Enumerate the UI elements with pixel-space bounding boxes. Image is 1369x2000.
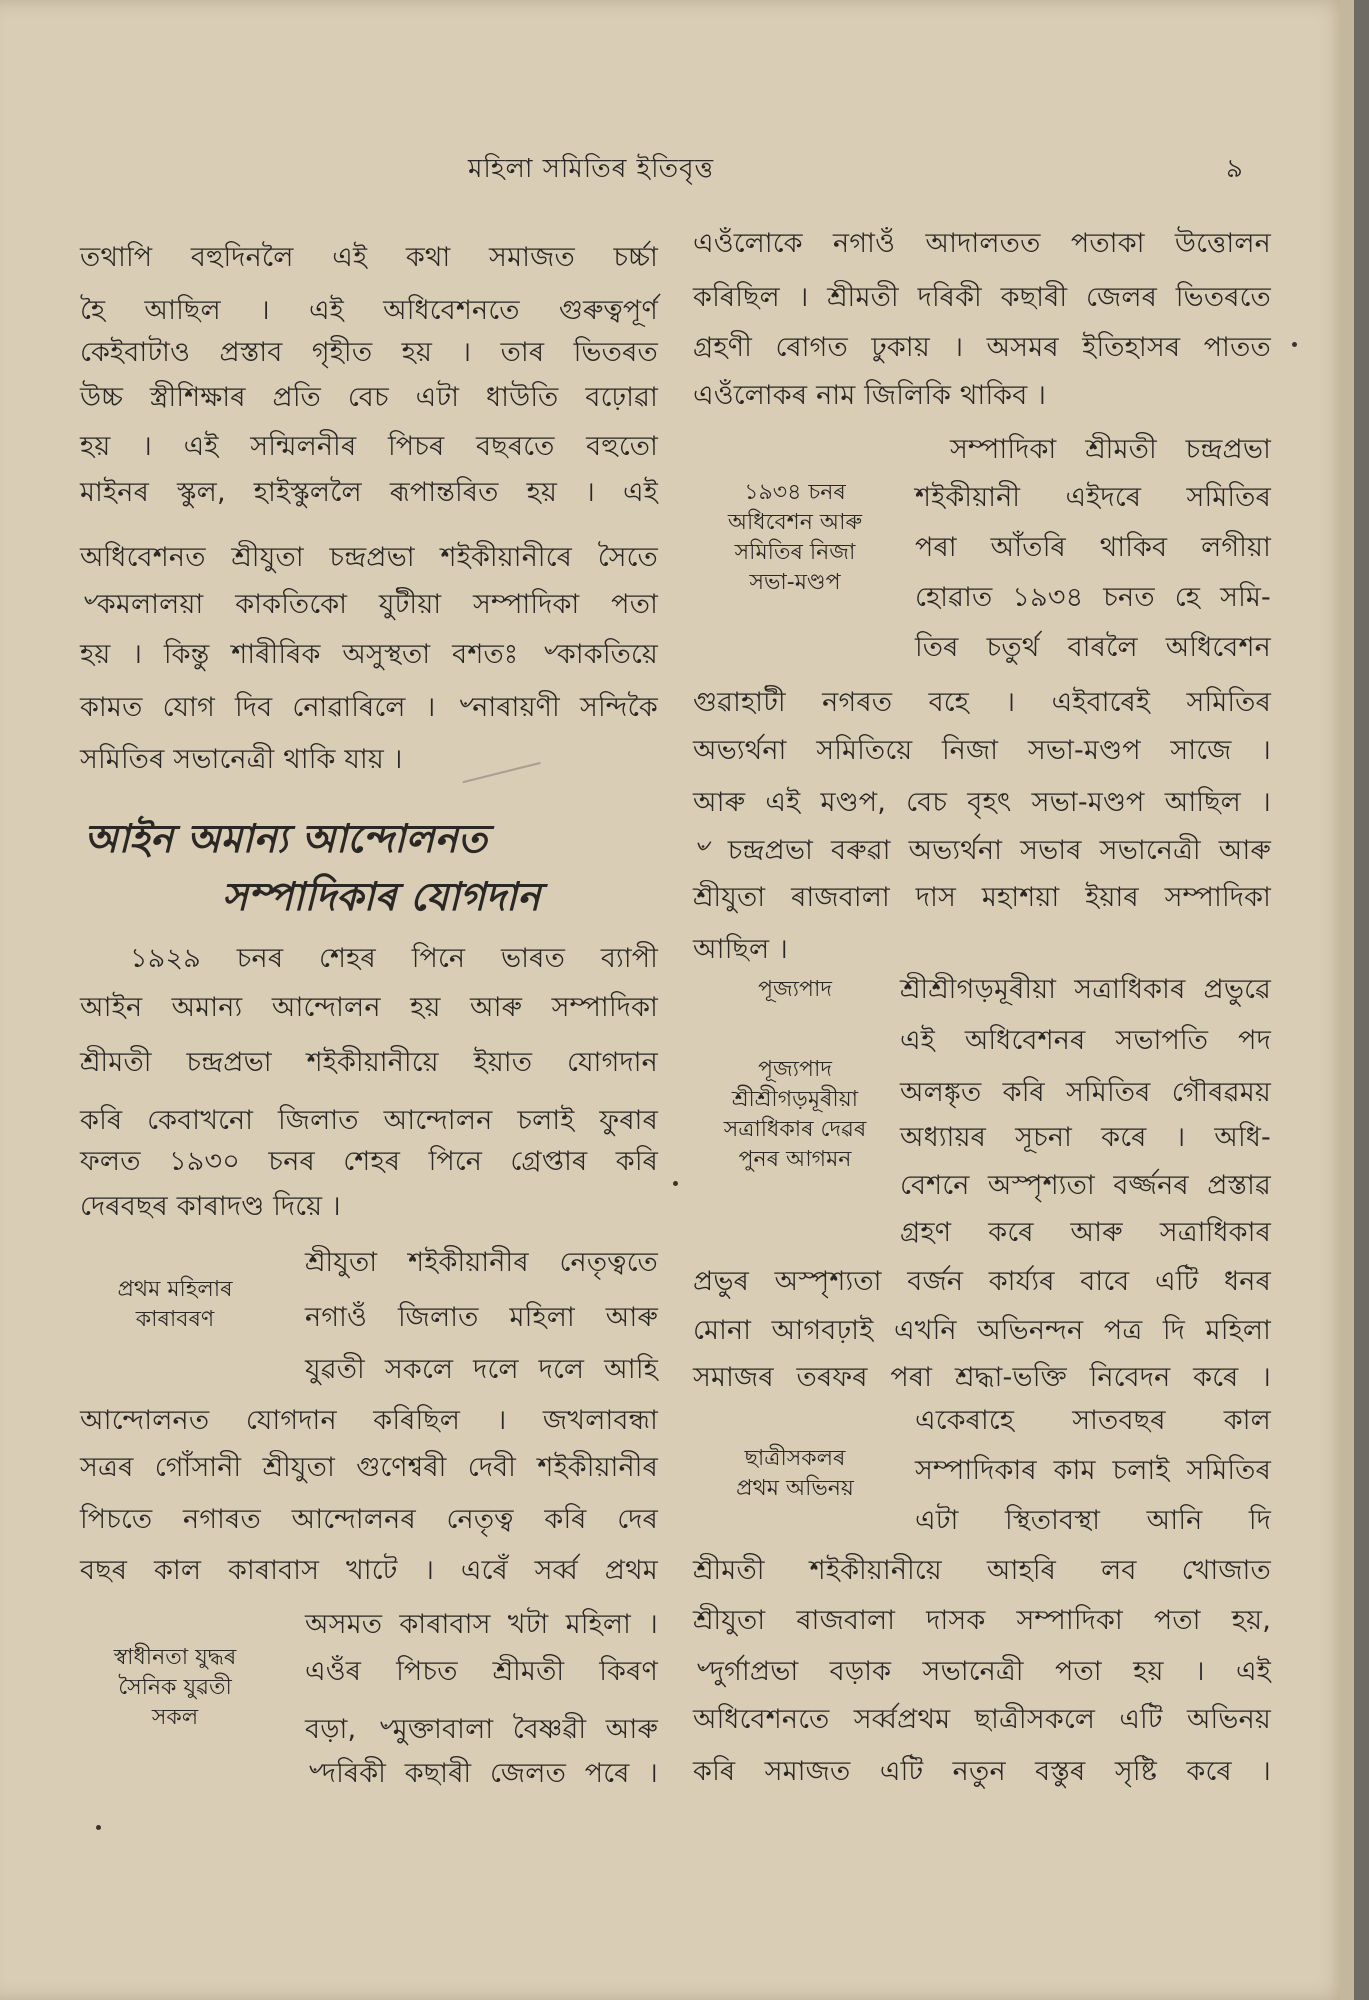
- text-line: নগাওঁ জিলাত মহিলা আৰু: [305, 1302, 658, 1333]
- text-line: বেশনে অস্পৃশ্যতা বৰ্জ্জনৰ প্ৰস্তাৱ: [900, 1170, 1271, 1201]
- margin-note: পূজ্যপাদ: [758, 977, 832, 1002]
- text-line: অভ্যৰ্থনা সমিতিয়ে নিজা সভা-মণ্ডপ সাজে ।: [693, 735, 1271, 766]
- text-line: শ্ৰীশ্ৰীগড়মূৰীয়া সত্ৰাধিকাৰ প্ৰভুৱে: [900, 974, 1271, 1005]
- margin-note-line: শ্ৰীশ্ৰীগড়মূৰীয়া: [731, 1087, 859, 1112]
- text-line: কৰিছিল । শ্ৰীমতী দৰিকী কছাৰী জেলৰ ভিতৰতে: [693, 282, 1271, 313]
- text-line: আছিল ।: [693, 934, 788, 965]
- text-line: গ্ৰহণী ৰোগত ঢুকায় । অসমৰ ইতিহাসৰ পাতত: [693, 332, 1271, 363]
- text-line: সমাজৰ তৰফৰ পৰা শ্ৰদ্ধা-ভক্তি নিবেদন কৰে ।: [693, 1362, 1271, 1393]
- text-line: কামত যোগ দিব নোৱাৰিলে । ৺নাৰায়ণী সন্দিকৈ: [80, 692, 658, 723]
- text-line: তথাপি বহুদিনলৈ এই কথা সমাজত চৰ্চ্চা: [80, 242, 658, 273]
- text-line: শ্ৰীযুতা ৰাজবালা দাসক সম্পাদিকা পতা হয়,: [693, 1605, 1271, 1636]
- text-line: যুৱতী সকলে দলে দলে আহি: [305, 1354, 658, 1385]
- margin-note-line: সকল: [151, 1705, 199, 1730]
- margin-note-line: সভা-মণ্ডপ: [749, 570, 841, 595]
- text-line: শ্ৰীমতী শইকীয়ানীয়ে আহৰি লব খোজাত: [693, 1555, 1271, 1586]
- text-line: গ্ৰহণ কৰে আৰু সত্ৰাধিকাৰ: [900, 1217, 1271, 1248]
- margin-note-line: কাৰাবৰণ: [135, 1307, 215, 1332]
- text-line: অধিবেশনতে সৰ্ব্বপ্ৰথম ছাত্ৰীসকলে এটি অভিনয়: [693, 1704, 1271, 1735]
- text-line: আন্দোলনত যোগদান কৰিছিল । জখলাবন্ধা: [80, 1405, 658, 1436]
- text-line: পিচতে নগাৰত আন্দোলনৰ নেতৃত্ব কৰি দেৰ: [80, 1504, 658, 1535]
- text-line: মাইনৰ স্কুল, হাইস্কুললৈ ৰূপান্তৰিত হয় । এই: [80, 477, 658, 508]
- text-line: অধ্যায়ৰ সূচনা কৰে । অধি-: [900, 1122, 1271, 1153]
- text-line: হৈ আছিল । এই অধিবেশনতে গুৰুত্বপূৰ্ণ: [80, 295, 658, 326]
- text-line: হয় । কিন্তু শাৰীৰিক অসুস্থতা বশতঃ ৺কাকতিয়ে: [80, 639, 658, 670]
- text-line: পৰা আঁতৰি থাকিব লগীয়া: [915, 532, 1271, 563]
- text-line: একেৰাহে সাতবছৰ কাল: [915, 1405, 1271, 1436]
- margin-note: [700, 478, 890, 598]
- text-line: সত্ৰৰ গোঁসানী শ্ৰীযুতা গুণেশ্বৰী দেবী শইকীয়ানীৰ: [80, 1452, 658, 1483]
- text-line: অসমত কাৰাবাস খটা মহিলা ।: [305, 1609, 658, 1640]
- margin-note: [700, 1444, 890, 1504]
- text-line: ৺ চন্দ্ৰপ্ৰভা বৰুৱা অভ্যৰ্থনা সভাৰ সভানেত্ৰী আৰু: [693, 835, 1271, 866]
- text-line: ৺দুৰ্গাপ্ৰভা বড়াক সভানেত্ৰী পতা হয় । এই: [693, 1656, 1271, 1687]
- page-edge: [1340, 0, 1354, 2000]
- text-line: শ্ৰীযুতা শইকীয়ানীৰ নেতৃত্বতে: [305, 1247, 658, 1278]
- text-line: আইন অমান্য আন্দোলন হয় আৰু সম্পাদিকা: [80, 992, 658, 1023]
- text-line: দেৰবছৰ কাৰাদণ্ড দিয়ে ।: [80, 1191, 341, 1222]
- text-line: হোৱাত ১৯৩৪ চনত হে সমি-: [915, 582, 1271, 613]
- margin-note-line: পুনৰ আগমন: [738, 1147, 852, 1172]
- pencil-mark: [455, 733, 540, 783]
- margin-note-line: ১৯৩৪ চনৰ: [744, 480, 846, 505]
- text-line: শ্ৰীমতী চন্দ্ৰপ্ৰভা শইকীয়ানীয়ে ইয়াত যোগদান: [80, 1047, 658, 1078]
- text-line: এটা স্থিতাবস্থা আনি দি: [915, 1505, 1271, 1536]
- page-number: ৯: [1226, 154, 1243, 184]
- margin-note-line: প্ৰথম অভিনয়: [736, 1476, 854, 1501]
- section-heading-line: সম্পাদিকাৰ যোগদান: [222, 875, 541, 920]
- text-line: এওঁলোকৰ নাম জিলিকি থাকিব ।: [693, 380, 1047, 411]
- page-speck: [673, 1181, 678, 1186]
- text-line: আৰু এই মণ্ডপ, বেচ বৃহৎ সভা-মণ্ডপ আছিল ।: [693, 787, 1271, 818]
- margin-note: [700, 1055, 890, 1175]
- text-line: বড়া, ৺মুক্তাবালা বৈষ্ণৱী আৰু: [305, 1714, 658, 1745]
- text-line: এই অধিবেশনৰ সভাপতি পদ: [900, 1025, 1271, 1056]
- margin-note-line: পূজ্যপাদ: [758, 1057, 832, 1082]
- text-line: উচ্চ স্ত্ৰীশিক্ষাৰ প্ৰতি বেচ এটা ধাউতি বঢ়োৱা: [80, 382, 658, 413]
- margin-note-line: ছাত্ৰীসকলৰ: [744, 1446, 846, 1471]
- text-line: এওঁলোকে নগাওঁ আদালতত পতাকা উত্তোলন: [693, 228, 1271, 259]
- text-line: সম্পাদিকা শ্ৰীমতী চন্দ্ৰপ্ৰভা: [950, 434, 1271, 465]
- running-title: মহিলা সমিতিৰ ইতিবৃত্ত: [468, 154, 715, 184]
- text-line: হয় । এই সন্মিলনীৰ পিচৰ বছৰতে বহুতো: [80, 431, 658, 462]
- text-line: এওঁৰ পিচত শ্ৰীমতী কিৰণ: [305, 1656, 658, 1687]
- page-header: [0, 148, 1352, 184]
- text-line: গুৱাহাটী নগৰত বহে । এইবাৰেই সমিতিৰ: [693, 687, 1271, 718]
- text-line: ১৯২৯ চনৰ শেহৰ পিনে ভাৰত ব্যাপী: [130, 943, 658, 974]
- margin-note: [80, 1275, 270, 1335]
- text-line: কৰি সমাজত এটি নতুন বস্তুৰ সৃষ্টি কৰে ।: [693, 1756, 1271, 1787]
- text-line: মোনা আগবঢ়াই এখনি অভিনন্দন পত্ৰ দি মহিলা: [693, 1315, 1271, 1346]
- margin-note-line: স্বাধীনতা যুদ্ধৰ: [113, 1645, 237, 1670]
- margin-note-line: প্ৰথম মহিলাৰ: [117, 1277, 233, 1302]
- text-line: ৺দৰিকী কছাৰী জেলত পৰে ।: [305, 1758, 658, 1789]
- text-line: সমিতিৰ সভানেত্ৰী থাকি যায় ।: [80, 744, 403, 775]
- section-heading-line: আইন অমান্য আন্দোলনত: [84, 817, 487, 862]
- text-line: অধিবেশনত শ্ৰীযুতা চন্দ্ৰপ্ৰভা শইকীয়ানীৰে সৈতে: [80, 542, 658, 573]
- text-line: ফলত ১৯৩০ চনৰ শেহৰ পিনে গ্ৰেপ্তাৰ কৰি: [80, 1146, 658, 1177]
- text-line: তিৰ চতুৰ্থ বাৰলৈ অধিবেশন: [915, 632, 1271, 663]
- text-line: প্ৰভুৰ অস্পৃশ্যতা বৰ্জন কাৰ্য্যৰ বাবে এটি ধনৰ: [693, 1266, 1271, 1297]
- text-line: ৺কমলালয়া কাকতিকো যুটীয়া সম্পাদিকা পতা: [80, 589, 658, 620]
- text-line: বছৰ কাল কাৰাবাস খাটে । এৰেঁ সৰ্ব্ব প্ৰথম: [80, 1555, 658, 1586]
- text-line: শইকীয়ানী এইদৰে সমিতিৰ: [915, 482, 1271, 513]
- text-line: সম্পাদিকাৰ কাম চলাই সমিতিৰ: [915, 1455, 1271, 1486]
- margin-note-line: সমিতিৰ নিজা: [734, 540, 856, 565]
- page-speck: [1292, 342, 1297, 347]
- text-line: শ্ৰীযুতা ৰাজবালা দাস মহাশয়া ইয়াৰ সম্পাদিকা: [693, 882, 1271, 913]
- margin-note-line: সৈনিক যুৱতী: [118, 1675, 232, 1700]
- margin-note: [80, 1643, 270, 1733]
- margin-note-line: অধিবেশন আৰু: [727, 510, 863, 535]
- margin-note-line: সত্ৰাধিকাৰ দেৱৰ: [723, 1117, 867, 1142]
- text-line: কৰি কেবাখনো জিলাত আন্দোলন চলাই ফুৰাৰ: [80, 1105, 658, 1136]
- page-speck: [96, 1825, 101, 1830]
- text-line: অলঙ্কৃত কৰি সমিতিৰ গৌৰৱময়: [900, 1077, 1271, 1108]
- text-line: কেইবাটাও প্ৰস্তাব গৃহীত হয় । তাৰ ভিতৰত: [80, 337, 658, 368]
